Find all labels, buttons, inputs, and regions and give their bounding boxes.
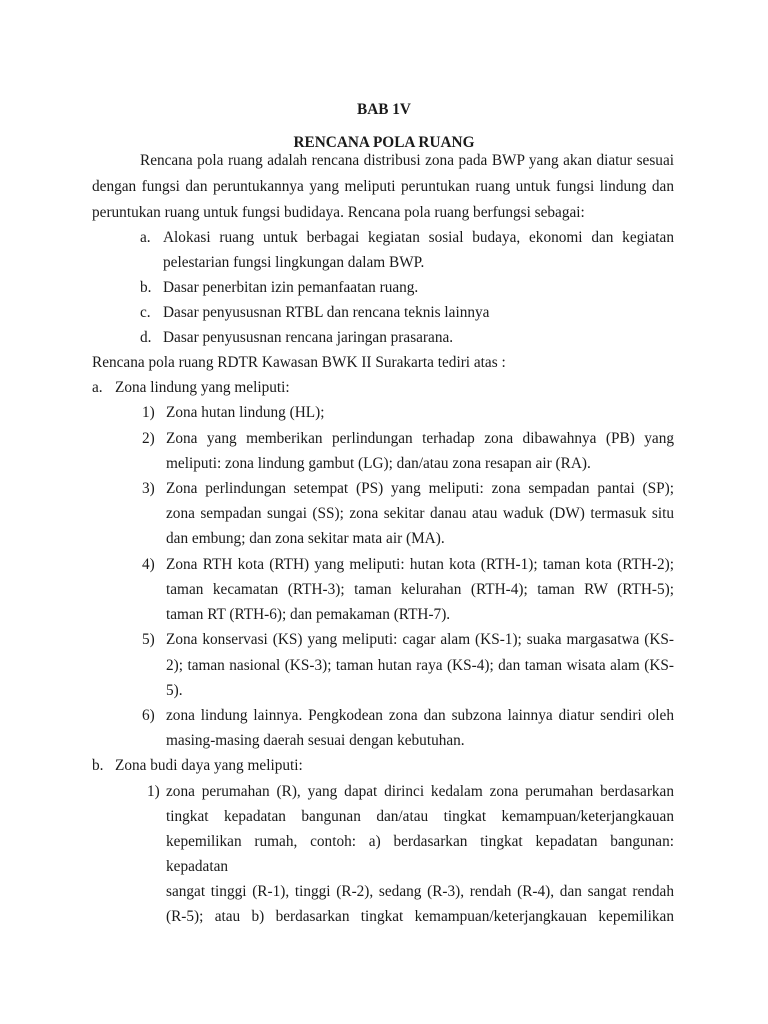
list-label: a. — [140, 229, 151, 246]
section-label: b. — [92, 757, 104, 774]
list-item-text: taman RT (RTH-6); dan pemakaman (RTH-7). — [166, 606, 451, 623]
list-label: 2) — [142, 430, 155, 447]
list-item-text: Zona hutan lindung (HL); — [166, 404, 325, 421]
section-title: Zona budi daya yang meliputi: — [115, 757, 303, 774]
list-label: b. — [140, 279, 152, 296]
list-item-text: zona sempadan sungai (SS); zona sekitar danau atau waduk (DW) termasuk situ — [166, 505, 674, 522]
list-item-text: pelestarian fungsi lingkungan dalam BWP. — [163, 254, 425, 271]
list-label: 6) — [142, 707, 155, 724]
list-label: 3) — [142, 480, 155, 497]
list-item-text: dan embung; dan zona sekitar mata air (MA). — [166, 530, 445, 547]
intro-line-1: Rencana pola ruang adalah rencana distribusi zona pada BWP yang akan diatur sesuai — [140, 152, 674, 169]
list-item-text: meliputi: zona lindung gambut (LG); dan/atau zona resapan air (RA). — [166, 455, 591, 472]
list-item-text: 2); taman nasional (KS-3); taman hutan raya (KS-4); dan taman wisata alam (KS- — [166, 657, 674, 674]
intro-line-3: peruntukan ruang untuk fungsi budidaya. Rencana pola ruang berfungsi sebagai: — [92, 204, 585, 221]
list-label: c. — [140, 304, 151, 321]
chapter-title: RENCANA POLA RUANG — [293, 134, 475, 151]
list-item-text: Zona RTH kota (RTH) yang meliputi: hutan kota (RTH-1); taman kota (RTH-2); — [166, 556, 674, 573]
list-item-text: Dasar penerbitan izin pemanfaatan ruang. — [163, 279, 419, 296]
list-item-text: Alokasi ruang untuk berbagai kegiatan sosial budaya, ekonomi dan kegiatan — [163, 229, 674, 246]
list-item-text: masing-masing daerah sesuai dengan kebutuhan. — [166, 732, 465, 749]
list-item-text: Dasar penyususnan rencana jaringan prasarana. — [163, 329, 454, 346]
list-item-text: Zona konservasi (KS) yang meliputi: cagar alam (KS-1); suaka margasatwa (KS- — [166, 631, 674, 648]
list-label: 4) — [142, 556, 155, 573]
list-item-text: 5). — [166, 682, 183, 699]
list-item-text: Zona perlindungan setempat (PS) yang meliputi: zona sempadan pantai (SP); — [166, 480, 674, 497]
list-item-text: zona perumahan (R), yang dapat dirinci kedalam zona perumahan berdasarkan — [166, 783, 674, 800]
section-title: Zona lindung yang meliputi: — [115, 379, 290, 396]
list-item-text: tingkat kepadatan bangunan dan/atau tingkat kemampuan/keterjangkauan — [166, 808, 674, 825]
list-item-text: sangat tinggi (R-1), tinggi (R-2), sedang (R-3), rendah (R-4), dan sangat rendah — [166, 883, 674, 900]
rdtr-line: Rencana pola ruang RDTR Kawasan BWK II Surakarta tediri atas : — [92, 354, 506, 371]
list-item-text: kepadatan — [166, 858, 229, 875]
intro-line-2: dengan fungsi dan peruntukannya yang meliputi peruntukan ruang untuk fungsi lindung dan — [92, 178, 674, 195]
list-item-text: Zona yang memberikan perlindungan terhadap zona dibawahnya (PB) yang — [166, 430, 674, 447]
chapter-heading: BAB 1V — [357, 101, 411, 118]
list-label: d. — [140, 329, 152, 346]
list-item-text: zona lindung lainnya. Pengkodean zona dan subzona lainnya diatur sendiri oleh — [166, 707, 674, 724]
list-item-text: (R-5); atau b) berdasarkan tingkat kemampuan/keterjangkauan kepemilikan — [166, 908, 674, 925]
list-item-text: taman kecamatan (RTH-3); taman kelurahan (RTH-4); taman RW (RTH-5); — [166, 581, 674, 598]
list-item-text: kepemilikan rumah, contoh: a) berdasarkan tingkat kepadatan bangunan: — [166, 833, 674, 850]
section-label: a. — [92, 379, 103, 396]
list-label: 1) — [142, 404, 155, 421]
list-label: 1) — [147, 783, 160, 800]
list-label: 5) — [142, 631, 155, 648]
list-item-text: Dasar penyususnan RTBL dan rencana teknis lainnya — [163, 304, 490, 321]
